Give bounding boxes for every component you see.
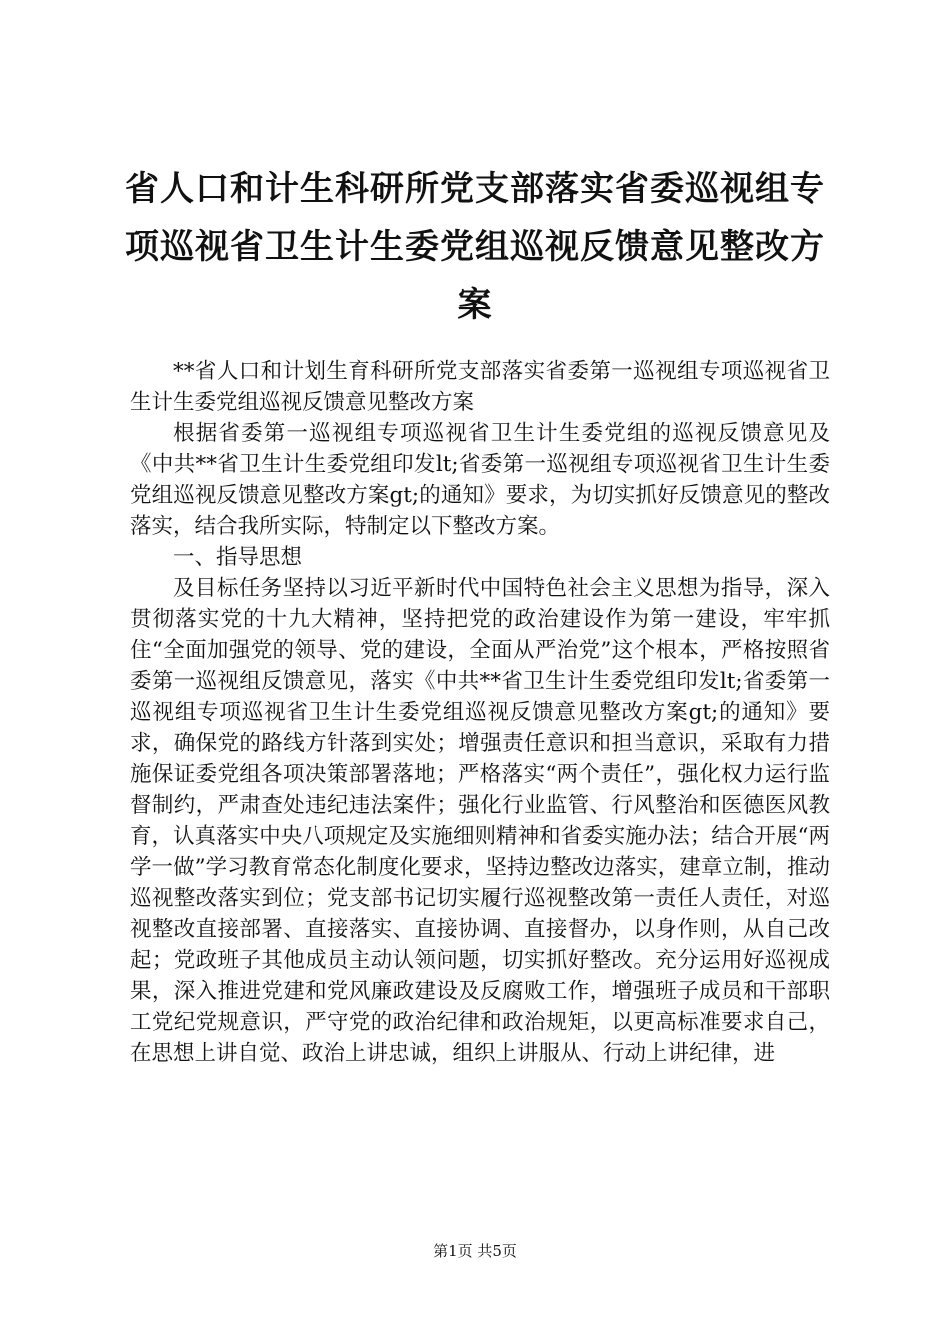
document-title: 省人口和计生科研所党支部落实省委巡视组专项巡视省卫生计生委党组巡视反馈意见整改方案 bbox=[125, 169, 825, 325]
document-body bbox=[130, 356, 830, 1069]
section-heading: 一、指导思想 bbox=[173, 545, 303, 570]
page-footer: 第1页 共5页 bbox=[433, 1242, 517, 1260]
body-paragraph: 及目标任务坚持以习近平新时代中国特色社会主义思想为指导，深入贯彻落实党的十九大精神，坚持把党的政治建设作为第一建设，牢牢抓住“全面加强党的领导、党的建设，全面从严治党”这个根本，严格按照省委第一巡视组反馈意见，落实《中共**省卫生计生委党组印发lt;省委第一巡视组专项巡视省卫生计生委党组巡视反馈意见整改方案gt;的通知》要求，确保党的路线方针落到实处；增强责任意识和担当意识，采取有力措施保证委党组各项决策部署落地；严格落实“两个责任”，强化权力运行监督制约，严肃查处违纪违法案件；强化行业监管、行风整治和医德医风教育，认真落实中央八项规定及实施细则精神和省委实施办法；结合开展“两学一做”学习教育常态化制度化要求，坚持边整改边落实，建章立制，推动巡视整改落实到位；党支部书记切实履行巡视整改第一责任人责任，对巡视整改直接部署、直接落实、直接协调、直接督办，以身作则，从自己改起；党政班子其他成员主动认领问题，切实抓好整改。充分运用好巡视成果，深入推进党建和党风廉政建设及反腐败工作，增强班子成员和干部职工党纪党规意识，严守党的政治纪律和政治规矩，以更高标准要求自己，在思想上讲自觉、政治上讲忠诚，组织上讲服从、行动上讲纪律，进 bbox=[130, 576, 830, 1066]
intro-paragraph: 根据省委第一巡视组专项巡视省卫生计生委党组的巡视反馈意见及《中共**省卫生计生委党组印发lt;省委第一巡视组专项巡视省卫生计生委党组巡视反馈意见整改方案gt;的通知》要求，为切实抓好反馈意见的整改落实，结合我所实际，特制定以下整改方案。 bbox=[130, 421, 830, 539]
subtitle-paragraph: **省人口和计划生育科研所党支部落实省委第一巡视组专项巡视省卫生计生委党组巡视反馈意见整改方案 bbox=[130, 359, 830, 415]
